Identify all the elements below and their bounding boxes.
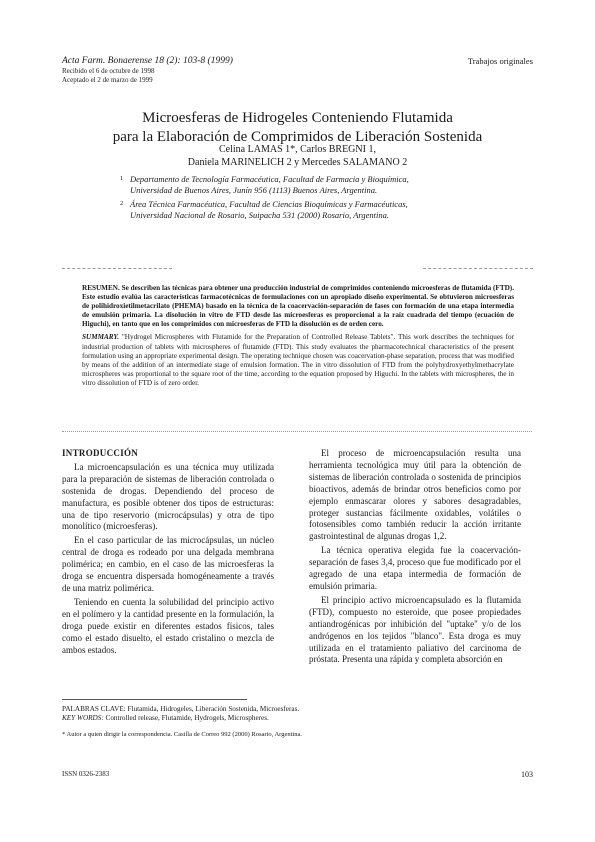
right-column xyxy=(309,448,521,668)
summary-label: SUMMARY. xyxy=(82,333,120,342)
keywords-en-text: Controlled release, Flutamide, Hydrogels, Microspheres. xyxy=(105,714,269,722)
affiliation-line: Departamento de Tecnología Farmacéutica, Facultad de Farmacia y Bioquímica, xyxy=(130,174,409,184)
body-paragraph: La técnica operativa elegida fue la coacervación-separación de fases 3,4, proceso que fue modificado por el agregado de una etapa intermedia de formación de emulsión primaria. xyxy=(309,545,521,591)
affiliation-number: 1 xyxy=(120,175,124,182)
affiliation-2 xyxy=(120,199,520,220)
keywords-en xyxy=(62,714,532,723)
affiliation-line: Universidad Nacional de Rosario, Suipacha 531 (2000) Rosario, Argentina. xyxy=(130,209,389,220)
journal-citation: Acta Farm. Bonaerense 18 (2): 103-8 (1999) xyxy=(62,56,233,66)
accepted-date: Aceptado el 2 de marzo de 1999 xyxy=(62,75,153,84)
divider-left xyxy=(62,268,172,269)
keywords-en-label: KEY WORDS: xyxy=(62,714,104,722)
section-tag: Trabajos originales xyxy=(467,56,533,66)
abstract xyxy=(82,284,514,392)
affiliation-line: Universidad de Buenos Aires, Junín 956 (1113) Buenos Aires, Argentina. xyxy=(130,184,378,195)
authors-line-1: Celina LAMAS 1*, Carlos BREGNI 1, xyxy=(219,144,376,155)
body-paragraph: El proceso de microencapsulación resulta una herramienta tecnológica muy útil para la obtención de sistemas de liberación controlada o sostenida de principios bioactivos, además de brindar otros beneficios como por ejemplo enmascarar olores y sabores desagradables, proteger sustancias fácilmente oxidables, volátiles o fotosensibles como también reducir la acción irritante gastrointestinal de algunas drogas 1,2. xyxy=(309,448,521,542)
footnote-rule xyxy=(62,699,247,700)
affiliation-number: 2 xyxy=(120,200,124,207)
authors-line-2: Daniela MARINELICH 2 y Mercedes SALAMANO 2 xyxy=(187,156,408,168)
keywords-es-text: Flutamida, Hidrogeles, Liberación Sostenida, Microesferas. xyxy=(127,705,300,713)
footnote-text: Autor a quien dirigir la correspondencia. Casilla de Correo 992 (2000) Rosario, Argentina. xyxy=(66,731,302,738)
paper-title xyxy=(0,109,595,147)
keywords-es-label: PALABRAS CLAVE: xyxy=(62,705,126,713)
affiliation-line: Área Técnica Farmacéutica, Facultad de Ciencias Bioquímicas y Farmacéuticas, xyxy=(130,199,408,209)
title-line-2: para la Elaboración de Comprimidos de Liberación Sostenida xyxy=(112,129,483,145)
body-paragraph: Teniendo en cuenta la solubilidad del principio activo en el polímero y la cantidad presente en la formulación, la droga puede existir en diferentes estados físicos, tales como el estado disuelto, el estado cristalino o mezcla de ambos estados. xyxy=(62,596,274,655)
keywords-es xyxy=(62,705,532,714)
affiliation-1 xyxy=(120,174,520,195)
page-number: 103 xyxy=(521,770,533,779)
resumen-paragraph xyxy=(82,284,514,329)
divider-right xyxy=(423,268,533,269)
footnote-marker: * xyxy=(62,731,66,738)
keywords xyxy=(62,705,532,723)
footnote xyxy=(62,731,532,739)
received-date: Recibido el 6 de octubre de 1998 xyxy=(62,67,155,75)
affiliations xyxy=(120,174,520,224)
authors xyxy=(0,144,595,169)
resumen-label: RESUMEN. xyxy=(82,284,120,292)
left-column xyxy=(62,448,274,658)
intro-heading: INTRODUCCIÓN xyxy=(62,448,139,458)
abstract-divider xyxy=(62,431,532,432)
dates-block xyxy=(62,67,155,84)
resumen-text: Se describen las técnicas para obtener una producción industrial de comprimidos conteniendo microesferas de flutamida (FTD). Este estudio evalúa las características farmacotécnicas de formulaciones con un apropiado diseño experimental. Se obtuvieron microesferas de polihidroxietilmetacrilato (PHEMA) basado en la técnica de la coacervación-separación de fases con formación de una etapa intermedia de emulsión primaria. La disolución in vitro de FTD desde las microesferas es proporcional a la raíz cuadrada del tiempo (ecuación de Higuchi), en tanto que en los comprimidos con microesferas de FTD la disolución es de orden cero. xyxy=(82,284,514,329)
body-paragraph: El principio activo microencapsulado es la flutamida (FTD), compuesto no esteroide, que posee propiedades antiandrogénicas por inhibición del "uptake" y/o de los andrógenos en los tejidos "blanco". Esta droga es muy utilizada en el tratamiento paliativo del carcinoma de próstata. Presenta una rápida y completa absorción en xyxy=(309,594,521,665)
issn: ISSN 0326-2383 xyxy=(62,770,110,778)
summary-text: "Hydrogel Microspheres with Flutamide for the Preparation of Controlled Release Tablets". This work describes the techniques for industrial production of tablets with microspheres of flutamide (FTD). This study evaluates the pharmacotechnical characteristics of the present formulation using an appropriate experimental design. The operating technique chosen was coacervation-phase separation, process that was modified by means of the addition of an intermediate stage of emulsion formation. The in vitro dissolution of FTD from the polyhydroxyethylmethacrylate microspheres was proportional to the square root of the time, according to the equation proposed by Higuchi. In the tablets with microspheres, the in vitro dissolution of FTD is of zero order. xyxy=(82,333,515,387)
body-paragraph: La microencapsulación es una técnica muy utilizada para la preparación de sistemas de liberación controlada o sostenida de drogas. Dependiendo del proceso de manufactura, es posible obtener dos tipos de estructuras: una de tipo reservorio (microcápsulas) y otra de tipo monolítico (microesferas). xyxy=(62,461,274,532)
body-paragraph: En el caso particular de las microcápsulas, un núcleo central de droga es rodeado por una delgada membrana polimérica; en cambio, en el caso de las microesferas la droga se encuentra dispersada homogéneamente a través de una matriz polimérica. xyxy=(62,535,274,593)
title-line-1: Microesferas de Hidrogeles Conteniendo Flutamida xyxy=(142,110,453,126)
summary-paragraph xyxy=(82,333,514,388)
